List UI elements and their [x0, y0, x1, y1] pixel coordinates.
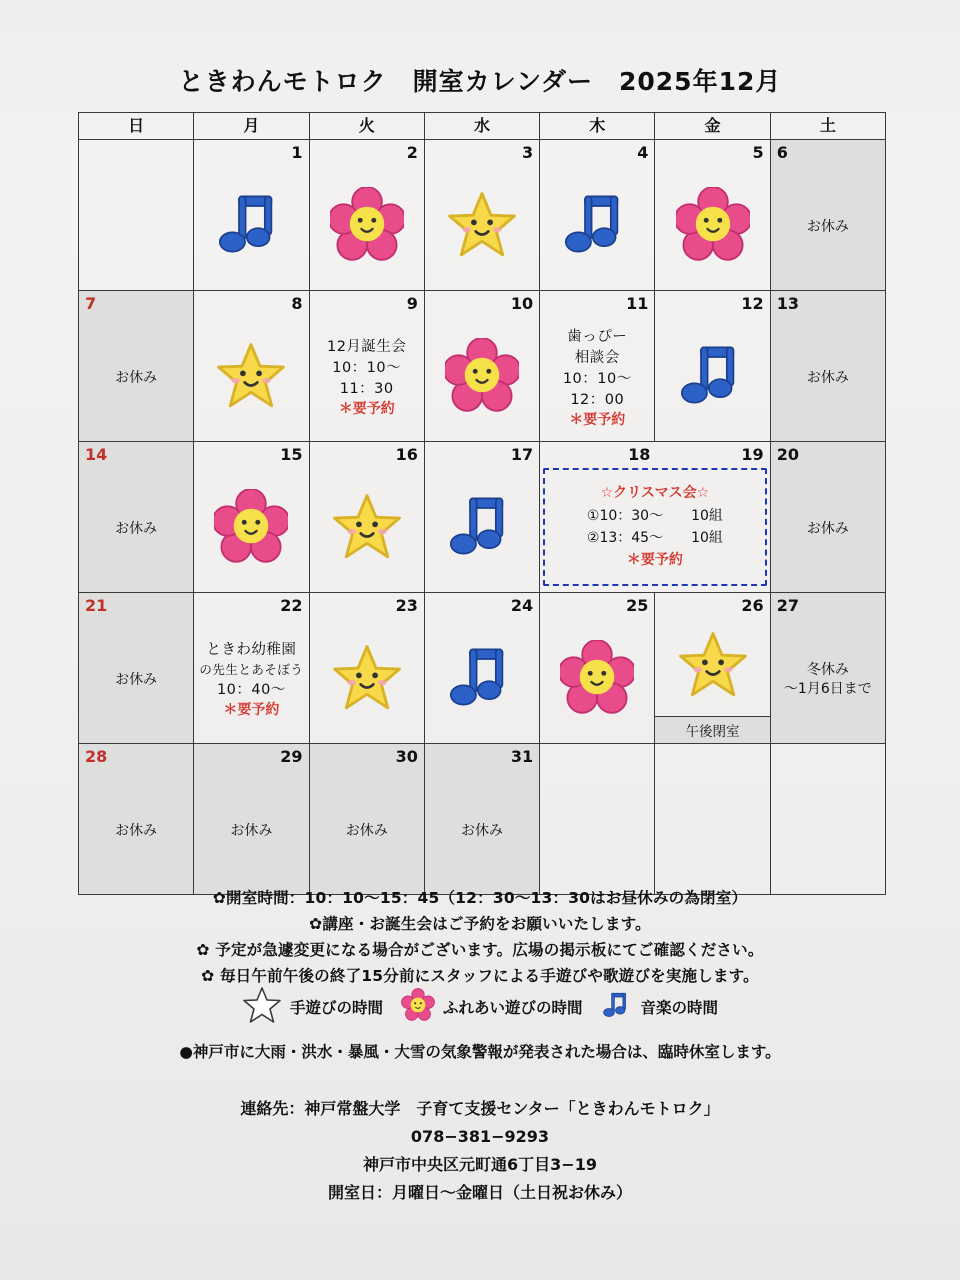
calendar-day-empty [79, 140, 194, 291]
calendar-week-row [79, 593, 886, 744]
calendar-day-23 [309, 593, 424, 744]
day-content [540, 166, 654, 288]
calendar-day-14 [79, 442, 194, 593]
day-number: 6 [776, 143, 788, 162]
note-icon [601, 989, 633, 1025]
flower-icon [330, 187, 404, 266]
legend-label-star: 手遊びの時間 [289, 999, 383, 1017]
note-hours: ✿開室時間：10：10〜15：45（12：30〜13：30はお昼休みの為閉室） [212, 889, 748, 907]
calendar-day-2 [309, 140, 424, 291]
day-number: 4 [637, 143, 649, 162]
day-note-text: お休み [230, 822, 273, 839]
day-number: 18 [628, 445, 651, 464]
day-note-text: お休み [806, 218, 849, 235]
day-event-text: 歯っぴー 相談会 10：10〜 12：00 [562, 328, 632, 408]
legend-label-flower: ふれあい遊びの時間 [442, 999, 583, 1017]
note-daily-activity: ✿ 毎日午前午後の終了15分前にスタッフによる手遊びや歌遊びを実施します。 [201, 967, 759, 986]
calendar-day-6 [770, 140, 885, 291]
calendar-day-25 [540, 593, 655, 744]
day-content [194, 317, 308, 439]
day-content [771, 317, 885, 439]
day-number: 10 [510, 294, 534, 313]
star-icon [215, 341, 287, 415]
christmas-title: ☆クリスマス会☆ [600, 485, 710, 502]
star-icon [331, 492, 403, 566]
day-content [540, 770, 654, 892]
day-number: 29 [280, 747, 303, 766]
contact-address: 神戸市中央区元町通6丁目3−19 [363, 1155, 597, 1174]
day-number: 5 [752, 143, 764, 162]
day-number: 31 [510, 747, 534, 766]
day-content [194, 166, 308, 288]
weekday-header-mon: 月 [194, 113, 309, 140]
day-content [310, 468, 424, 590]
day-number: 26 [741, 596, 764, 615]
flower-icon [214, 489, 288, 568]
day-number: 27 [776, 596, 799, 615]
calendar-day-1 [194, 140, 309, 291]
day-number: 30 [395, 747, 418, 766]
reservation-note: ＊要予約 [223, 701, 280, 718]
calendar-day-16 [309, 442, 424, 593]
calendar-day-4 [540, 140, 655, 291]
day-note-text: お休み [115, 369, 158, 386]
weekday-header-thu: 木 [540, 113, 655, 140]
note-icon [561, 188, 633, 265]
day-content [194, 619, 308, 741]
legend-item-flower [401, 988, 583, 1026]
day-event-text: 12月誕生会 10：10〜 11：30 [326, 339, 407, 398]
note-reservation: ✿講座・お誕生会はご予約をお願いいたします。 [309, 915, 651, 934]
calendar-day-7 [79, 291, 194, 442]
calendar-day-8 [194, 291, 309, 442]
page-title: ときわんモトロク 開室カレンダー 2025年12月 [178, 67, 782, 96]
day-content [771, 166, 885, 288]
calendar-day-5 [655, 140, 770, 291]
day-content [425, 468, 539, 590]
day-number: 22 [280, 596, 303, 615]
flower-icon [445, 338, 519, 417]
reservation-note: ＊要予約 [569, 411, 626, 428]
day-content [425, 770, 539, 892]
day-content [771, 619, 885, 741]
day-number: 23 [395, 596, 418, 615]
day-note-text: お休み [115, 520, 158, 537]
day-note-text: お休み [115, 671, 158, 688]
day-content [425, 619, 539, 741]
flower-icon [401, 988, 435, 1026]
star-icon [446, 190, 518, 264]
legend-label-note: 音楽の時間 [640, 999, 719, 1017]
calendar-day-31 [424, 744, 539, 895]
day-content [79, 468, 193, 590]
calendar-day-15 [194, 442, 309, 593]
day-content [79, 619, 193, 741]
contact-org: 連絡先：神戸常盤大学 子育て支援センター「ときわんモトロク」 [240, 1099, 720, 1118]
christmas-session-1: ①10：30〜 10組 [586, 507, 723, 524]
star-icon [331, 643, 403, 717]
christmas-session-2: ②13：45〜 10組 [586, 530, 723, 546]
day-content [655, 166, 769, 288]
day-content [655, 619, 769, 715]
day-content [79, 770, 193, 892]
legend [0, 986, 960, 1028]
day-note-text: お休み [806, 520, 849, 537]
calendar-day-24 [424, 593, 539, 744]
day-content [540, 317, 654, 439]
calendar-day-3 [424, 140, 539, 291]
day-content [425, 317, 539, 439]
day-content [79, 166, 193, 288]
day-number: 28 [85, 747, 108, 766]
day-number: 13 [776, 294, 799, 313]
calendar-day-18 [540, 442, 771, 593]
contact-phone: 078−381−9293 [410, 1127, 550, 1146]
calendar-day-22 [194, 593, 309, 744]
reservation-note: ＊要予約 [338, 401, 395, 418]
calendar-day-empty [770, 744, 885, 895]
calendar-week-row [79, 140, 886, 291]
day-content [771, 770, 885, 892]
day-number: 1 [291, 143, 303, 162]
calendar-day-12 [655, 291, 770, 442]
day-content [310, 619, 424, 741]
weekday-header-sun: 日 [79, 113, 194, 140]
day-number: 11 [626, 294, 649, 313]
notes-block [0, 884, 960, 990]
day-number: 16 [395, 445, 418, 464]
calendar-table [78, 112, 886, 895]
legend-item-note [601, 989, 719, 1025]
calendar-day-9 [309, 291, 424, 442]
day-content [310, 770, 424, 892]
weekday-header-row [79, 113, 886, 140]
note-icon [446, 490, 518, 567]
weather-warning: ●神戸市に大雨・洪水・暴風・大雪の気象警報が発表された場合は、臨時休室します。 [179, 1043, 781, 1061]
day-number: 17 [510, 445, 534, 464]
legend-item-star [242, 986, 383, 1028]
calendar-week-row [79, 442, 886, 593]
note-icon [677, 339, 749, 416]
day-content [79, 317, 193, 439]
day-event-text: ときわ幼稚園 の先生とあそぼう 10：40〜 [199, 642, 304, 698]
calendar-day-13 [770, 291, 885, 442]
day-note-text: お休み [806, 369, 849, 386]
calendar-day-empty [540, 744, 655, 895]
note-icon [446, 641, 518, 718]
note-changes: ✿ 予定が急遽変更になる場合がございます。広場の掲示板にてご確認ください。 [196, 941, 764, 960]
weekday-header-sat: 土 [770, 113, 885, 140]
calendar-week-row [79, 291, 886, 442]
day-number: 21 [85, 596, 108, 615]
day-number: 12 [741, 294, 764, 313]
weekday-header-wed: 水 [424, 113, 539, 140]
calendar-day-29 [194, 744, 309, 895]
weekday-header-tue: 火 [309, 113, 424, 140]
note-icon [215, 188, 287, 265]
calendar-day-30 [309, 744, 424, 895]
calendar-day-17 [424, 442, 539, 593]
calendar-day-20 [770, 442, 885, 593]
calendar-day-empty [655, 744, 770, 895]
day-number: 24 [510, 596, 534, 615]
flower-icon [676, 187, 750, 266]
christmas-reservation-note: ＊要予約 [626, 552, 683, 569]
calendar-body [79, 140, 886, 895]
calendar-day-28 [79, 744, 194, 895]
day-number: 7 [85, 294, 97, 313]
day-number: 8 [291, 294, 303, 313]
day-content [540, 619, 654, 741]
star-icon [242, 986, 282, 1028]
calendar-week-row [79, 744, 886, 895]
christmas-event-box [543, 468, 767, 586]
day-number: 14 [85, 445, 108, 464]
day-number: 15 [280, 445, 303, 464]
calendar-day-27 [770, 593, 885, 744]
day-note-text: 冬休み 〜1月6日まで [783, 662, 872, 697]
contact-block [0, 1095, 960, 1207]
afternoon-closed-badge: 午後閉室 [655, 716, 769, 743]
calendar-day-10 [424, 291, 539, 442]
day-content [194, 770, 308, 892]
calendar-day-21 [79, 593, 194, 744]
day-number: 19 [741, 445, 764, 464]
flower-icon [560, 640, 634, 719]
day-content [310, 166, 424, 288]
weekday-header-fri: 金 [655, 113, 770, 140]
day-number: 2 [406, 143, 418, 162]
day-number: 25 [626, 596, 649, 615]
day-note-text: お休み [345, 822, 388, 839]
contact-opendays: 開室日：月曜日〜金曜日（土日祝お休み） [327, 1183, 632, 1202]
calendar-day-11 [540, 291, 655, 442]
day-number: 3 [521, 143, 534, 162]
calendar-day-26 [655, 593, 770, 744]
day-content [425, 166, 539, 288]
star-icon [677, 630, 749, 704]
day-number: 20 [776, 445, 799, 464]
day-content [655, 770, 769, 892]
day-content [310, 317, 424, 439]
day-note-text: お休み [460, 822, 503, 839]
day-number: 9 [406, 294, 418, 313]
day-note-text: お休み [115, 822, 158, 839]
day-content [655, 317, 769, 439]
day-content [194, 468, 308, 590]
day-content [771, 468, 885, 590]
